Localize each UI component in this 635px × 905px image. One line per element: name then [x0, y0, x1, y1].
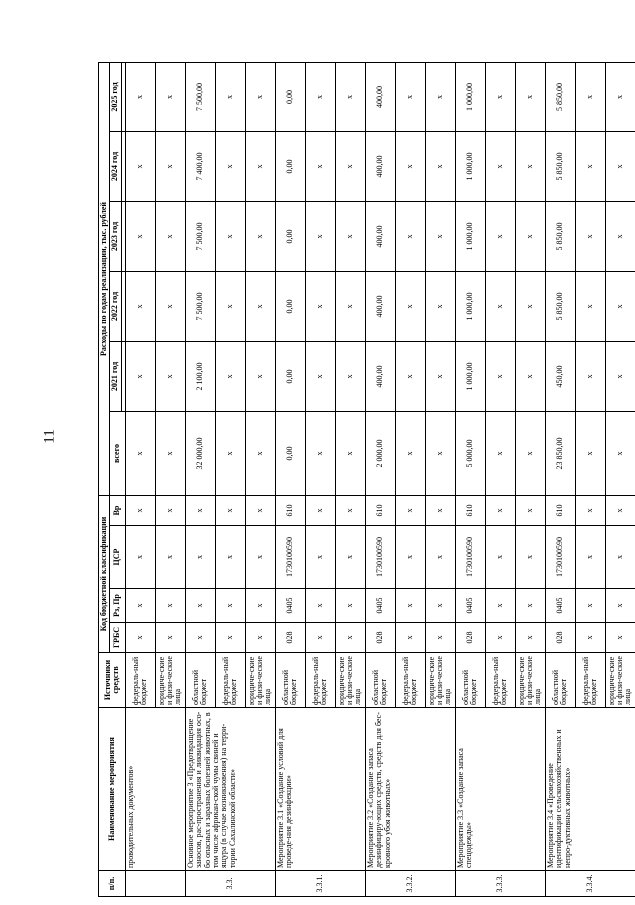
y2024-cell: x	[215, 132, 245, 202]
measure-name-cell: Мероприятие 3.3 «Создание запаса спецодежды»	[455, 708, 545, 871]
y2025-cell: 1 000,00	[455, 63, 485, 132]
table-row	[185, 63, 215, 897]
y2024-cell: x	[395, 132, 425, 202]
rzpr-cell: x	[425, 589, 455, 623]
y2022-cell: x	[245, 272, 275, 342]
y2025-cell: x	[605, 63, 635, 132]
total-cell: x	[335, 412, 365, 496]
y2022-cell: 5 850,00	[545, 272, 575, 342]
y2022-cell: x	[125, 272, 155, 342]
y2023-cell: x	[245, 202, 275, 272]
total-cell: x	[125, 412, 155, 496]
source-cell: федераль-ный бюджет	[395, 653, 425, 708]
csr-cell: x	[215, 526, 245, 589]
y2021-cell: x	[125, 342, 155, 412]
y2025-cell: x	[215, 63, 245, 132]
y2023-cell: x	[125, 202, 155, 272]
csr-cell: x	[155, 526, 185, 589]
total-cell: x	[575, 412, 605, 496]
vr-cell: x	[305, 496, 335, 526]
source-cell: областной бюджет	[365, 653, 395, 708]
vr-cell: x	[335, 496, 365, 526]
row-number-cell: 3.3.	[185, 871, 275, 897]
source-cell: федераль-ный бюджет	[575, 653, 605, 708]
y2022-cell: x	[605, 272, 635, 342]
vr-cell: x	[155, 496, 185, 526]
table-row	[275, 63, 305, 897]
csr-cell: x	[515, 526, 545, 589]
y2023-cell: 1 000,00	[455, 202, 485, 272]
table-row	[365, 63, 395, 897]
grbs-cell: x	[305, 623, 335, 653]
y2022-cell: x	[575, 272, 605, 342]
y2023-cell: x	[425, 202, 455, 272]
y2021-cell: x	[305, 342, 335, 412]
y2023-cell: x	[395, 202, 425, 272]
y2021-cell: 2 100,00	[185, 342, 215, 412]
y2023-cell: 7 500,00	[185, 202, 215, 272]
y2024-cell: 0,00	[275, 132, 305, 202]
grbs-cell: x	[125, 623, 155, 653]
y2022-cell: x	[425, 272, 455, 342]
total-cell: x	[395, 412, 425, 496]
y2024-cell: x	[155, 132, 185, 202]
y2025-cell: x	[335, 63, 365, 132]
table-row	[455, 63, 485, 897]
y2021-cell: 450,00	[545, 342, 575, 412]
total-cell: x	[215, 412, 245, 496]
y2024-cell: x	[485, 132, 515, 202]
row-number-cell: 3.3.2.	[365, 871, 455, 897]
source-cell: областной бюджет	[185, 653, 215, 708]
total-cell: x	[305, 412, 335, 496]
y2022-cell: x	[215, 272, 245, 342]
y2023-cell: x	[605, 202, 635, 272]
y2023-cell: x	[335, 202, 365, 272]
rzpr-cell: x	[515, 589, 545, 623]
rzpr-cell: x	[335, 589, 365, 623]
table-row	[545, 63, 575, 897]
rzpr-cell: 0405	[365, 589, 395, 623]
y2021-cell: 1 000,00	[455, 342, 485, 412]
y2023-cell: x	[485, 202, 515, 272]
total-cell: x	[605, 412, 635, 496]
y2025-cell: x	[155, 63, 185, 132]
header-rzpr: Рз, Пр	[110, 589, 125, 623]
source-cell: областной бюджет	[545, 653, 575, 708]
vr-cell: x	[575, 496, 605, 526]
header-source: Источники средств	[99, 653, 126, 708]
rzpr-cell: x	[125, 589, 155, 623]
source-cell: федераль-ный бюджет	[485, 653, 515, 708]
rzpr-cell: x	[395, 589, 425, 623]
grbs-cell: x	[575, 623, 605, 653]
vr-cell: x	[605, 496, 635, 526]
grbs-cell: x	[395, 623, 425, 653]
header-budget-class: Код бюджетной классификации	[99, 496, 110, 653]
row-number-cell: 3.3.4.	[545, 871, 635, 897]
y2023-cell: x	[215, 202, 245, 272]
total-cell: x	[515, 412, 545, 496]
y2025-cell: x	[425, 63, 455, 132]
y2021-cell: x	[155, 342, 185, 412]
source-cell: юридиче-ские и физи-ческие лица	[425, 653, 455, 708]
y2024-cell: 5 850,00	[545, 132, 575, 202]
y2021-cell: x	[485, 342, 515, 412]
total-cell: x	[155, 412, 185, 496]
vr-cell: x	[485, 496, 515, 526]
vr-cell: 610	[455, 496, 485, 526]
header-expenses: Расходы по годам реализации, тыс. рублей	[99, 63, 110, 496]
csr-cell: x	[335, 526, 365, 589]
rzpr-cell: x	[215, 589, 245, 623]
page-number: 11	[41, 429, 58, 444]
source-cell: федераль-ный бюджет	[305, 653, 335, 708]
measure-name-cell: Мероприятие 3.2 «Создание запаса дезинфициру-ющих средств, средств для бес-кровного убоя животных»	[365, 708, 455, 871]
y2022-cell: 0,00	[275, 272, 305, 342]
measure-name-cell: Мероприятие 3.1 «Создание условий для проведе-ния дезинфекции»	[275, 708, 365, 871]
row-number-cell: 3.3.1.	[275, 871, 365, 897]
rzpr-cell: x	[155, 589, 185, 623]
csr-cell: x	[245, 526, 275, 589]
vr-cell: x	[245, 496, 275, 526]
header-name: Наименование мероприятия	[99, 708, 126, 871]
y2023-cell: x	[515, 202, 545, 272]
grbs-cell: x	[335, 623, 365, 653]
y2025-cell: x	[515, 63, 545, 132]
csr-cell: x	[485, 526, 515, 589]
y2022-cell: x	[305, 272, 335, 342]
y2024-cell: x	[605, 132, 635, 202]
vr-cell: x	[185, 496, 215, 526]
grbs-cell: 028	[455, 623, 485, 653]
vr-cell: x	[215, 496, 245, 526]
y2021-cell: x	[515, 342, 545, 412]
y2021-cell: x	[575, 342, 605, 412]
header-2025: 2025 год	[110, 63, 121, 132]
y2024-cell: x	[125, 132, 155, 202]
source-cell: юридиче-ские и физи-ческие лица	[245, 653, 275, 708]
rzpr-cell: x	[245, 589, 275, 623]
header-2023: 2023 год	[110, 202, 121, 272]
y2021-cell: x	[395, 342, 425, 412]
y2024-cell: x	[305, 132, 335, 202]
total-cell: x	[485, 412, 515, 496]
header-2024: 2024 год	[110, 132, 121, 202]
y2023-cell: 0,00	[275, 202, 305, 272]
grbs-cell: 028	[545, 623, 575, 653]
y2023-cell: x	[155, 202, 185, 272]
y2021-cell: 400,00	[365, 342, 395, 412]
total-cell: 0,00	[275, 412, 305, 496]
rzpr-cell: x	[305, 589, 335, 623]
y2022-cell: x	[155, 272, 185, 342]
total-cell: 23 850,00	[545, 412, 575, 496]
grbs-cell: x	[245, 623, 275, 653]
y2024-cell: x	[245, 132, 275, 202]
csr-cell: 1730100590	[455, 526, 485, 589]
rzpr-cell: 0405	[545, 589, 575, 623]
y2025-cell: 400,00	[365, 63, 395, 132]
y2025-cell: 5 850,00	[545, 63, 575, 132]
source-cell: юридиче-ские и физи-ческие лица	[155, 653, 185, 708]
header-num: п/п.	[99, 871, 126, 897]
source-cell: федераль-ный бюджет	[215, 653, 245, 708]
y2022-cell: x	[485, 272, 515, 342]
csr-cell: x	[125, 526, 155, 589]
grbs-cell: 028	[365, 623, 395, 653]
csr-cell: x	[605, 526, 635, 589]
y2022-cell: x	[335, 272, 365, 342]
vr-cell: x	[425, 496, 455, 526]
header-total: всего	[110, 412, 125, 496]
source-cell: юридиче-ские и физи-ческие лица	[335, 653, 365, 708]
grbs-cell: x	[215, 623, 245, 653]
rzpr-cell: x	[605, 589, 635, 623]
measure-name-cell: Основное мероприятие 3 «Предотвращение заносов, рас-пространения и ликвидация осо-бо опасных и заразных болезней животных, в том числе африкан-ской чумы свиней и ящура (в случае возникновения) на терри-тории Сахалинской области»	[185, 708, 275, 871]
y2022-cell: x	[395, 272, 425, 342]
y2025-cell: 7 500,00	[185, 63, 215, 132]
budget-table-body	[125, 63, 635, 897]
total-cell: 2 000,00	[365, 412, 395, 496]
y2025-cell: x	[395, 63, 425, 132]
rzpr-cell: x	[485, 589, 515, 623]
y2021-cell: x	[245, 342, 275, 412]
y2024-cell: x	[515, 132, 545, 202]
y2022-cell: 7 500,00	[185, 272, 215, 342]
y2025-cell: x	[485, 63, 515, 132]
y2025-cell: x	[245, 63, 275, 132]
y2024-cell: 7 400,00	[185, 132, 215, 202]
total-cell: 5 000,00	[455, 412, 485, 496]
grbs-cell: 028	[275, 623, 305, 653]
measure-name-cell: Мероприятие 3.4 «Проведение идентификации сельскохозяйственных и непро-дуктивных животных»	[545, 708, 635, 871]
y2025-cell: x	[305, 63, 335, 132]
y2021-cell: 0,00	[275, 342, 305, 412]
total-cell: 32 000,00	[185, 412, 215, 496]
total-cell: x	[425, 412, 455, 496]
y2023-cell: x	[575, 202, 605, 272]
rzpr-cell: x	[185, 589, 215, 623]
rzpr-cell: 0405	[455, 589, 485, 623]
csr-cell: 1730100590	[365, 526, 395, 589]
rzpr-cell: x	[575, 589, 605, 623]
vr-cell: 610	[275, 496, 305, 526]
vr-cell: x	[125, 496, 155, 526]
grbs-cell: x	[185, 623, 215, 653]
y2021-cell: x	[335, 342, 365, 412]
grbs-cell: x	[605, 623, 635, 653]
grbs-cell: x	[485, 623, 515, 653]
header-grbs: ГРБС	[110, 623, 125, 653]
vr-cell: 610	[365, 496, 395, 526]
header-vr: Вр	[110, 496, 125, 526]
y2021-cell: x	[425, 342, 455, 412]
y2021-cell: x	[215, 342, 245, 412]
y2023-cell: 5 850,00	[545, 202, 575, 272]
row-number-cell	[125, 871, 185, 897]
vr-cell: x	[515, 496, 545, 526]
y2022-cell: 1 000,00	[455, 272, 485, 342]
csr-cell: 1730100590	[275, 526, 305, 589]
grbs-cell: x	[155, 623, 185, 653]
vr-cell: 610	[545, 496, 575, 526]
measure-name-cell: проводительных документов»	[125, 708, 185, 871]
y2024-cell: 1 000,00	[455, 132, 485, 202]
y2024-cell: x	[335, 132, 365, 202]
header-2021: 2021 год	[110, 342, 121, 412]
csr-cell: x	[185, 526, 215, 589]
y2024-cell: x	[575, 132, 605, 202]
budget-table	[98, 62, 635, 897]
grbs-cell: x	[425, 623, 455, 653]
y2023-cell: x	[305, 202, 335, 272]
header-csr: ЦСР	[110, 526, 125, 589]
source-cell: федераль-ный бюджет	[125, 653, 155, 708]
source-cell: юридиче-ские и физи-ческие лица	[605, 653, 635, 708]
total-cell: x	[245, 412, 275, 496]
csr-cell: x	[305, 526, 335, 589]
source-cell: областной бюджет	[275, 653, 305, 708]
csr-cell: x	[425, 526, 455, 589]
row-number-cell: 3.3.3.	[455, 871, 545, 897]
csr-cell: 1730100590	[545, 526, 575, 589]
y2021-cell: x	[605, 342, 635, 412]
vr-cell: x	[395, 496, 425, 526]
csr-cell: x	[395, 526, 425, 589]
source-cell: областной бюджет	[455, 653, 485, 708]
y2024-cell: 400,00	[365, 132, 395, 202]
header-2022: 2022 год	[110, 272, 121, 342]
y2022-cell: 400,00	[365, 272, 395, 342]
csr-cell: x	[575, 526, 605, 589]
y2025-cell: x	[575, 63, 605, 132]
y2025-cell: 0,00	[275, 63, 305, 132]
rzpr-cell: 0405	[275, 589, 305, 623]
y2022-cell: x	[515, 272, 545, 342]
y2024-cell: x	[425, 132, 455, 202]
y2025-cell: x	[125, 63, 155, 132]
y2023-cell: 400,00	[365, 202, 395, 272]
grbs-cell: x	[515, 623, 545, 653]
table-row	[125, 63, 155, 897]
source-cell: юридиче-ские и физи-ческие лица	[515, 653, 545, 708]
